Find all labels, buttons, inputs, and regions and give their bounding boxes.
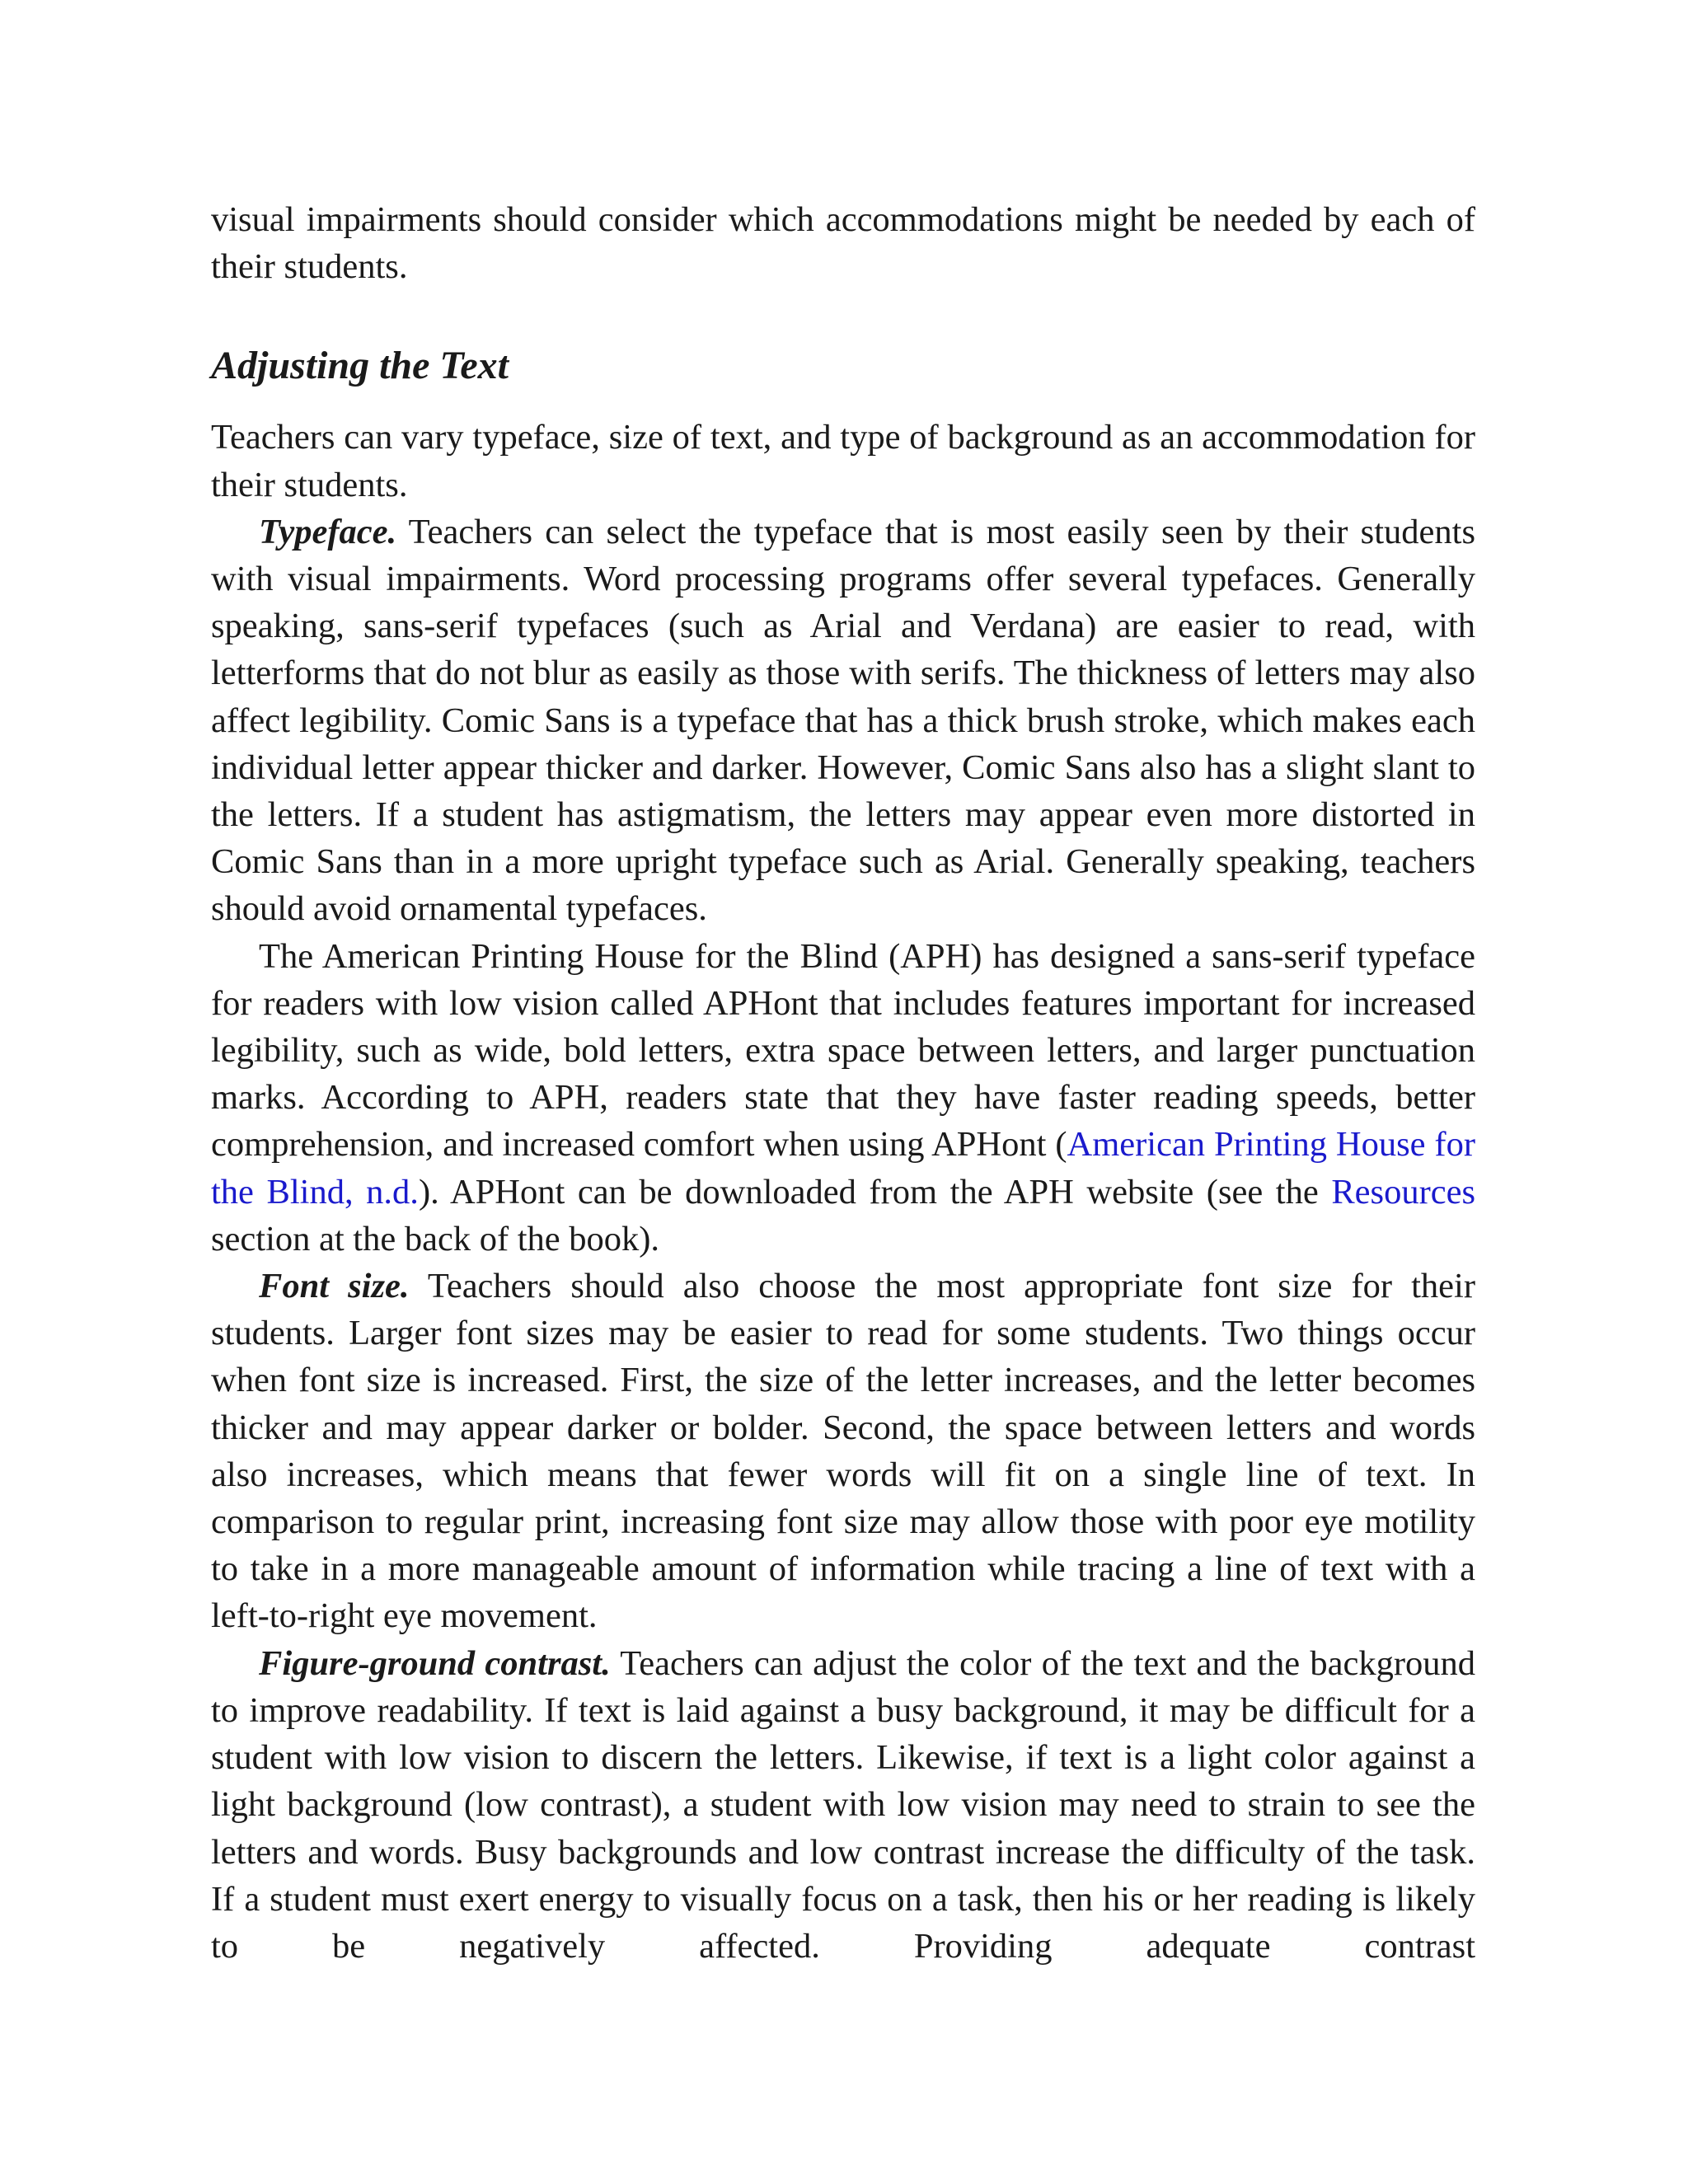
aph-text-3: section at the back of the book). — [211, 1219, 660, 1258]
continuation-text: visual impairments should consider which accommodations might be needed by each of their students. — [211, 200, 1475, 287]
resources-link[interactable]: Resources — [1331, 1172, 1475, 1212]
typeface-text: Teachers can select the typeface that is most easily seen by their students with visual impairments. Word processing programs offer several typefaces. Generally speaking, sans-serif typefaces (such as Arial and Verdana) are easier to read, with letterforms that do not blur as easily as those with serifs. The thickness of letters may also affect legibility. Comic Sans is a typeface that has a thick brush stroke, which makes each individual letter appear thicker and darker. However, Comic Sans also has a slight slant to the letters. If a student has astigmatism, the letters may appear even more distorted in Comic Sans than in a more upright typeface such as Arial. Generally speaking, teachers should avoid ornamental typefaces. — [211, 512, 1475, 929]
continuation-paragraph — [211, 196, 1475, 290]
font-size-label: Font size. — [259, 1267, 410, 1306]
intro-text: Teachers can vary typeface, size of text, and type of background as an accommodation for their students. — [211, 418, 1475, 504]
contrast-label: Figure-ground contrast. — [259, 1643, 611, 1683]
contrast-text: Teachers can adjust the color of the text and the background to improve readability. If text is laid against a busy background, it may be difficult for a student with low vision to discern the letters. Likewise, if text is a light color against a light background (low contrast), a student with low vision may need to strain to see the letters and words. Busy backgrounds and low contrast increase the difficulty of the task. If a student must exert energy to visually focus on a task, then his or her reading is likely to be negatively affected. Providing adequate contrast — [211, 1643, 1475, 1966]
font-size-paragraph — [211, 1263, 1475, 1640]
citation-link[interactable]: American Printing House for the Blind, n.d. — [211, 1125, 1475, 1212]
document-page — [211, 196, 1475, 1970]
contrast-paragraph — [211, 1640, 1475, 1970]
font-size-text: Teachers should also choose the most appropriate font size for their students. Larger font sizes may be easier to read for some students. Two things occur when font size is increased. First, the size of the letter increases, and the letter becomes thicker and may appear darker or bolder. Second, the space between letters and words also increases, which means that fewer words will fit on a single line of text. In comparison to regular print, increasing font size may allow those with poor eye motility to take in a more manageable amount of information while tracing a line of text with a left-to-right eye movement. — [211, 1267, 1475, 1636]
typeface-label: Typeface. — [259, 512, 397, 551]
aph-paragraph — [211, 933, 1475, 1263]
aph-text-2: ). APHont can be downloaded from the APH website (see the — [418, 1172, 1332, 1212]
aph-text-1: The American Printing House for the Blind (APH) has designed a sans-serif typeface for readers with low vision called APHont that includes features important for increased legibility, such as wide, bold letters, extra space between letters, and larger punctuation marks. According to APH, readers state that they have faster reading speeds, better comprehension, and increased comfort when using APHont ( — [211, 936, 1475, 1165]
typeface-paragraph — [211, 509, 1475, 933]
section-heading: Adjusting the Text — [211, 344, 509, 388]
intro-paragraph — [211, 414, 1475, 508]
